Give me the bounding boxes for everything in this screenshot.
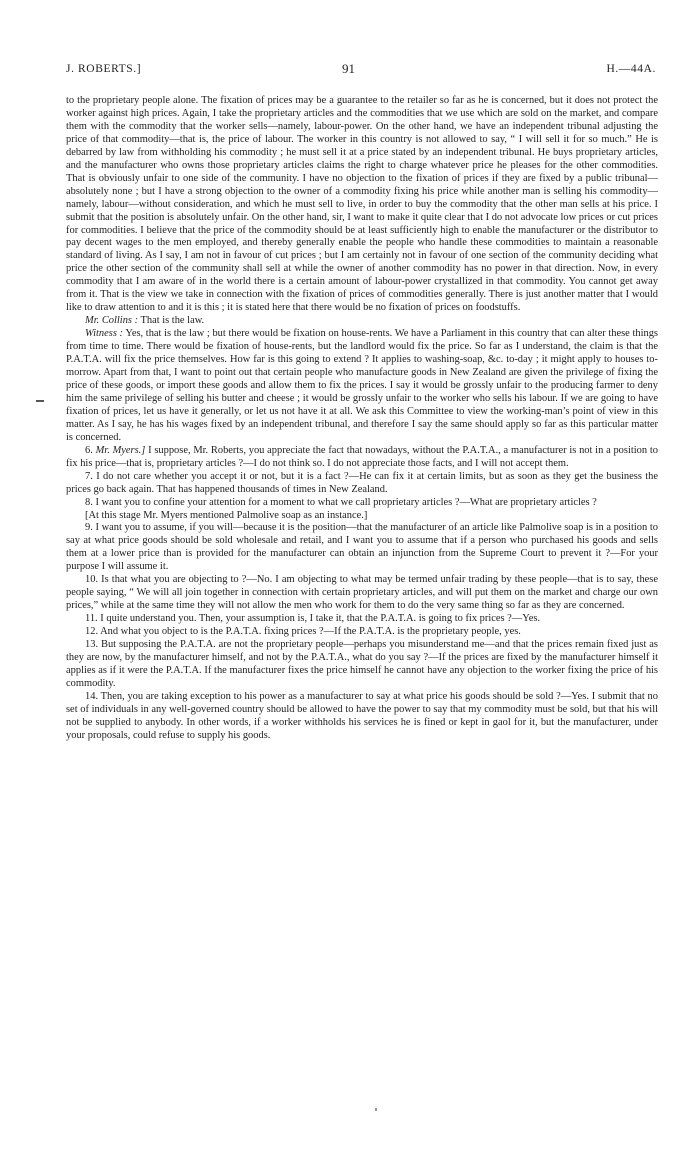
- paragraph-text: 11. I quite understand you. Then, your assumption is, I take it, that the P.A.T.A. is going to fix prices ?—Yes.: [85, 613, 541, 625]
- paragraph-1: [66, 95, 658, 315]
- paragraph-text: I suppose, Mr. Roberts, you appreciate the fact that nowadays, without the P.A.T.A., a manufacturer is not in a position to fix his price—that is, proprietary articles ?—I do not think so. I do not appreciate those facts, and I will not accept them.: [66, 444, 658, 469]
- paragraph-2: [66, 315, 658, 328]
- bottom-mark: [375, 1108, 377, 1111]
- document-body: [66, 95, 658, 743]
- question-7: [66, 471, 658, 497]
- margin-mark: [36, 400, 44, 402]
- page-number: 91: [342, 61, 355, 76]
- question-9: [66, 522, 658, 574]
- question-11: [66, 613, 658, 626]
- paragraph-text: 12. And what you object to is the P.A.T.A. fixing prices ?—If the P.A.T.A. is the proprietary people, yes.: [85, 626, 521, 638]
- paragraph-text: 14. Then, you are taking exception to his power as a manufacturer to say at what price his goods should be sold ?—Yes. I submit that no set of individuals in any well-governed country should be allowed to have the power to say that my commodity must be sold, but that his will not be supplied to anybody. In other words, if a worker withholds his services he is fined or kept in gaol for it, but the manufacturer, under your proposals, could refuse to supply his goods.: [66, 690, 658, 741]
- question-8: [66, 497, 658, 510]
- question-14: [66, 691, 658, 743]
- paragraph-text: 9. I want you to assume, if you will—because it is the position—that the manufacturer of an article like Palmolive soap is in a position to say at what price goods should be sold wholesale and retail, and I want you to assume that if a person who purchased his goods and sells them at a lower price than is provided for the manufacturer can obtain an injunction from the Supreme Court to prevent it ?—For your purpose I will assume it.: [66, 522, 658, 573]
- header-witness-name: J. ROBERTS.]: [66, 63, 142, 75]
- speaker-label: Mr. Myers.]: [95, 444, 146, 456]
- paragraph-text: That is the law.: [138, 315, 205, 327]
- question-6: [66, 445, 658, 471]
- paragraph-3: [66, 328, 658, 445]
- paragraph-text: 10. Is that what you are objecting to ?—No. I am objecting to what may be termed unfair trading by these people—that is to say, these people saying, “ We will all join together in connection with certain proprietary articles, and will put them on the market and charge our own prices,” while at the same time they will not allow the men who work for them to do the very same thing so far as they are concerned.: [66, 574, 658, 612]
- question-13: [66, 639, 658, 691]
- paragraph-text: Yes, that is the law ; but there would be fixation on house-rents. We have a Parliament in this country that can alter these things from time to time. There would be fixation of house-rents, but the landlord would fix the price. So far as I understand, the claim is that the P.A.T.A. will fix the price themselves. How far is this going to extend ? It applies to washing-soap, &c. to-day ; it might apply to houses to-morrow. Apart from that, I want to point out that certain people who manufacture goods in New Zealand are given the privilege of fixing the price of these goods, or import these goods and allow them to fix the prices. I say it would be grossly unfair to the producing farmer to deny him the same privilege of selling his butter and cheese ; it would be grossly unfair to the worker who sells his labour. If we are going to have fixation of prices, let us have it generally, or let us not have it at all. We ask this Committee to view the working-man’s point of view in this matter. As I say, he has his wages fixed by an independent tribunal, and therefore I say the same should apply so far as this particular matter is concerned.: [66, 328, 658, 443]
- question-12: [66, 626, 658, 639]
- paragraph-text: to the proprietary people alone. The fixation of prices may be a guarantee to the retailer so far as he is concerned, but it does not protect the worker against high prices. Again, I take the proprietary articles and the commodities that we use which are sold on the market, and compare them with the commodity that the worker sells—namely, labour-power. On the other hand, we have an independent tribunal adjusting the price of that commodity—that is, the price of labour. The worker in this country is not allowed to say, “ I will sell it for so much.” He is debarred by law from withholding his commodity ; he must sell it at a price stated by an independent tribunal. He buys proprietary articles, and the manufacturer who owns those proprietary articles claims the right to charge whatever price he pleases for the other commodities. That is obviously unfair to one side of the community. I have no objection to the fixation of prices if they are fixed by a public tribunal—absolutely none ; but I have a strong objection to the owner of a commodity fixing his price while another man is selling his commodity—namely, labour—without consideration, and which he must sell to live, in order to buy the commodity that the other man sells at his price. I submit that the position is absolutely unfair. On the other hand, sir, I want to make it quite clear that I do not advocate low prices or cut prices for commodities. I believe that the price of the commodity should be at least sufficiently high to enable the manufacturer or the distributor to pay decent wages to the men employed, and thereby generally enable the people who handle these commodities to maintain a reasonable standard of living. As I say, I am not in favour of cut prices ; but I am certainly not in favour of one section of the community deciding what price the other section of the community shall sell at while the owner of another commodity has no power in that direction. Now, in every commodity that I am aware of in the world there is a certain amount of labour-power crystallized in that commodity. You cannot get away from it. That is the view we take in connection with the fixation of prices of commodities generally. There is just another matter that I would like to draw attention to and it is this ; it is stated here that there would be no fixation of prices on foodstuffs.: [66, 95, 658, 314]
- page-header: [66, 63, 656, 79]
- speaker-label: Witness :: [85, 328, 124, 340]
- speaker-label: Mr. Collins :: [85, 315, 139, 327]
- question-10: [66, 574, 658, 613]
- paragraph-text: [At this stage Mr. Myers mentioned Palmolive soap as an instance.]: [85, 509, 368, 521]
- stage-note: [66, 510, 658, 523]
- document-reference: H.—44A.: [606, 63, 656, 75]
- paragraph-text: 8. I want you to confine your attention for a moment to what we call proprietary articles ?—What are proprietary articles ?: [85, 496, 597, 508]
- paragraph-text: 7. I do not care whether you accept it or not, but it is a fact ?—He can fix it at certain limits, but as soon as they get the business the prices go back again. That has happened thousands of times in New Zealand.: [66, 470, 658, 495]
- paragraph-text: 13. But supposing the P.A.T.A. are not the proprietary people—perhaps you misunderstand me—and that the prices remain fixed just as they are now, by the manufacturer himself, and not by the P.A.T.A., what do you say ?—If the prices are fixed by the manufacturer himself it applies as if it were the P.A.T.A. If the manufacturer fixes the price himself he cannot have any objection to the worker fixing the price of his commodity.: [66, 639, 658, 689]
- question-number: 6.: [85, 444, 96, 456]
